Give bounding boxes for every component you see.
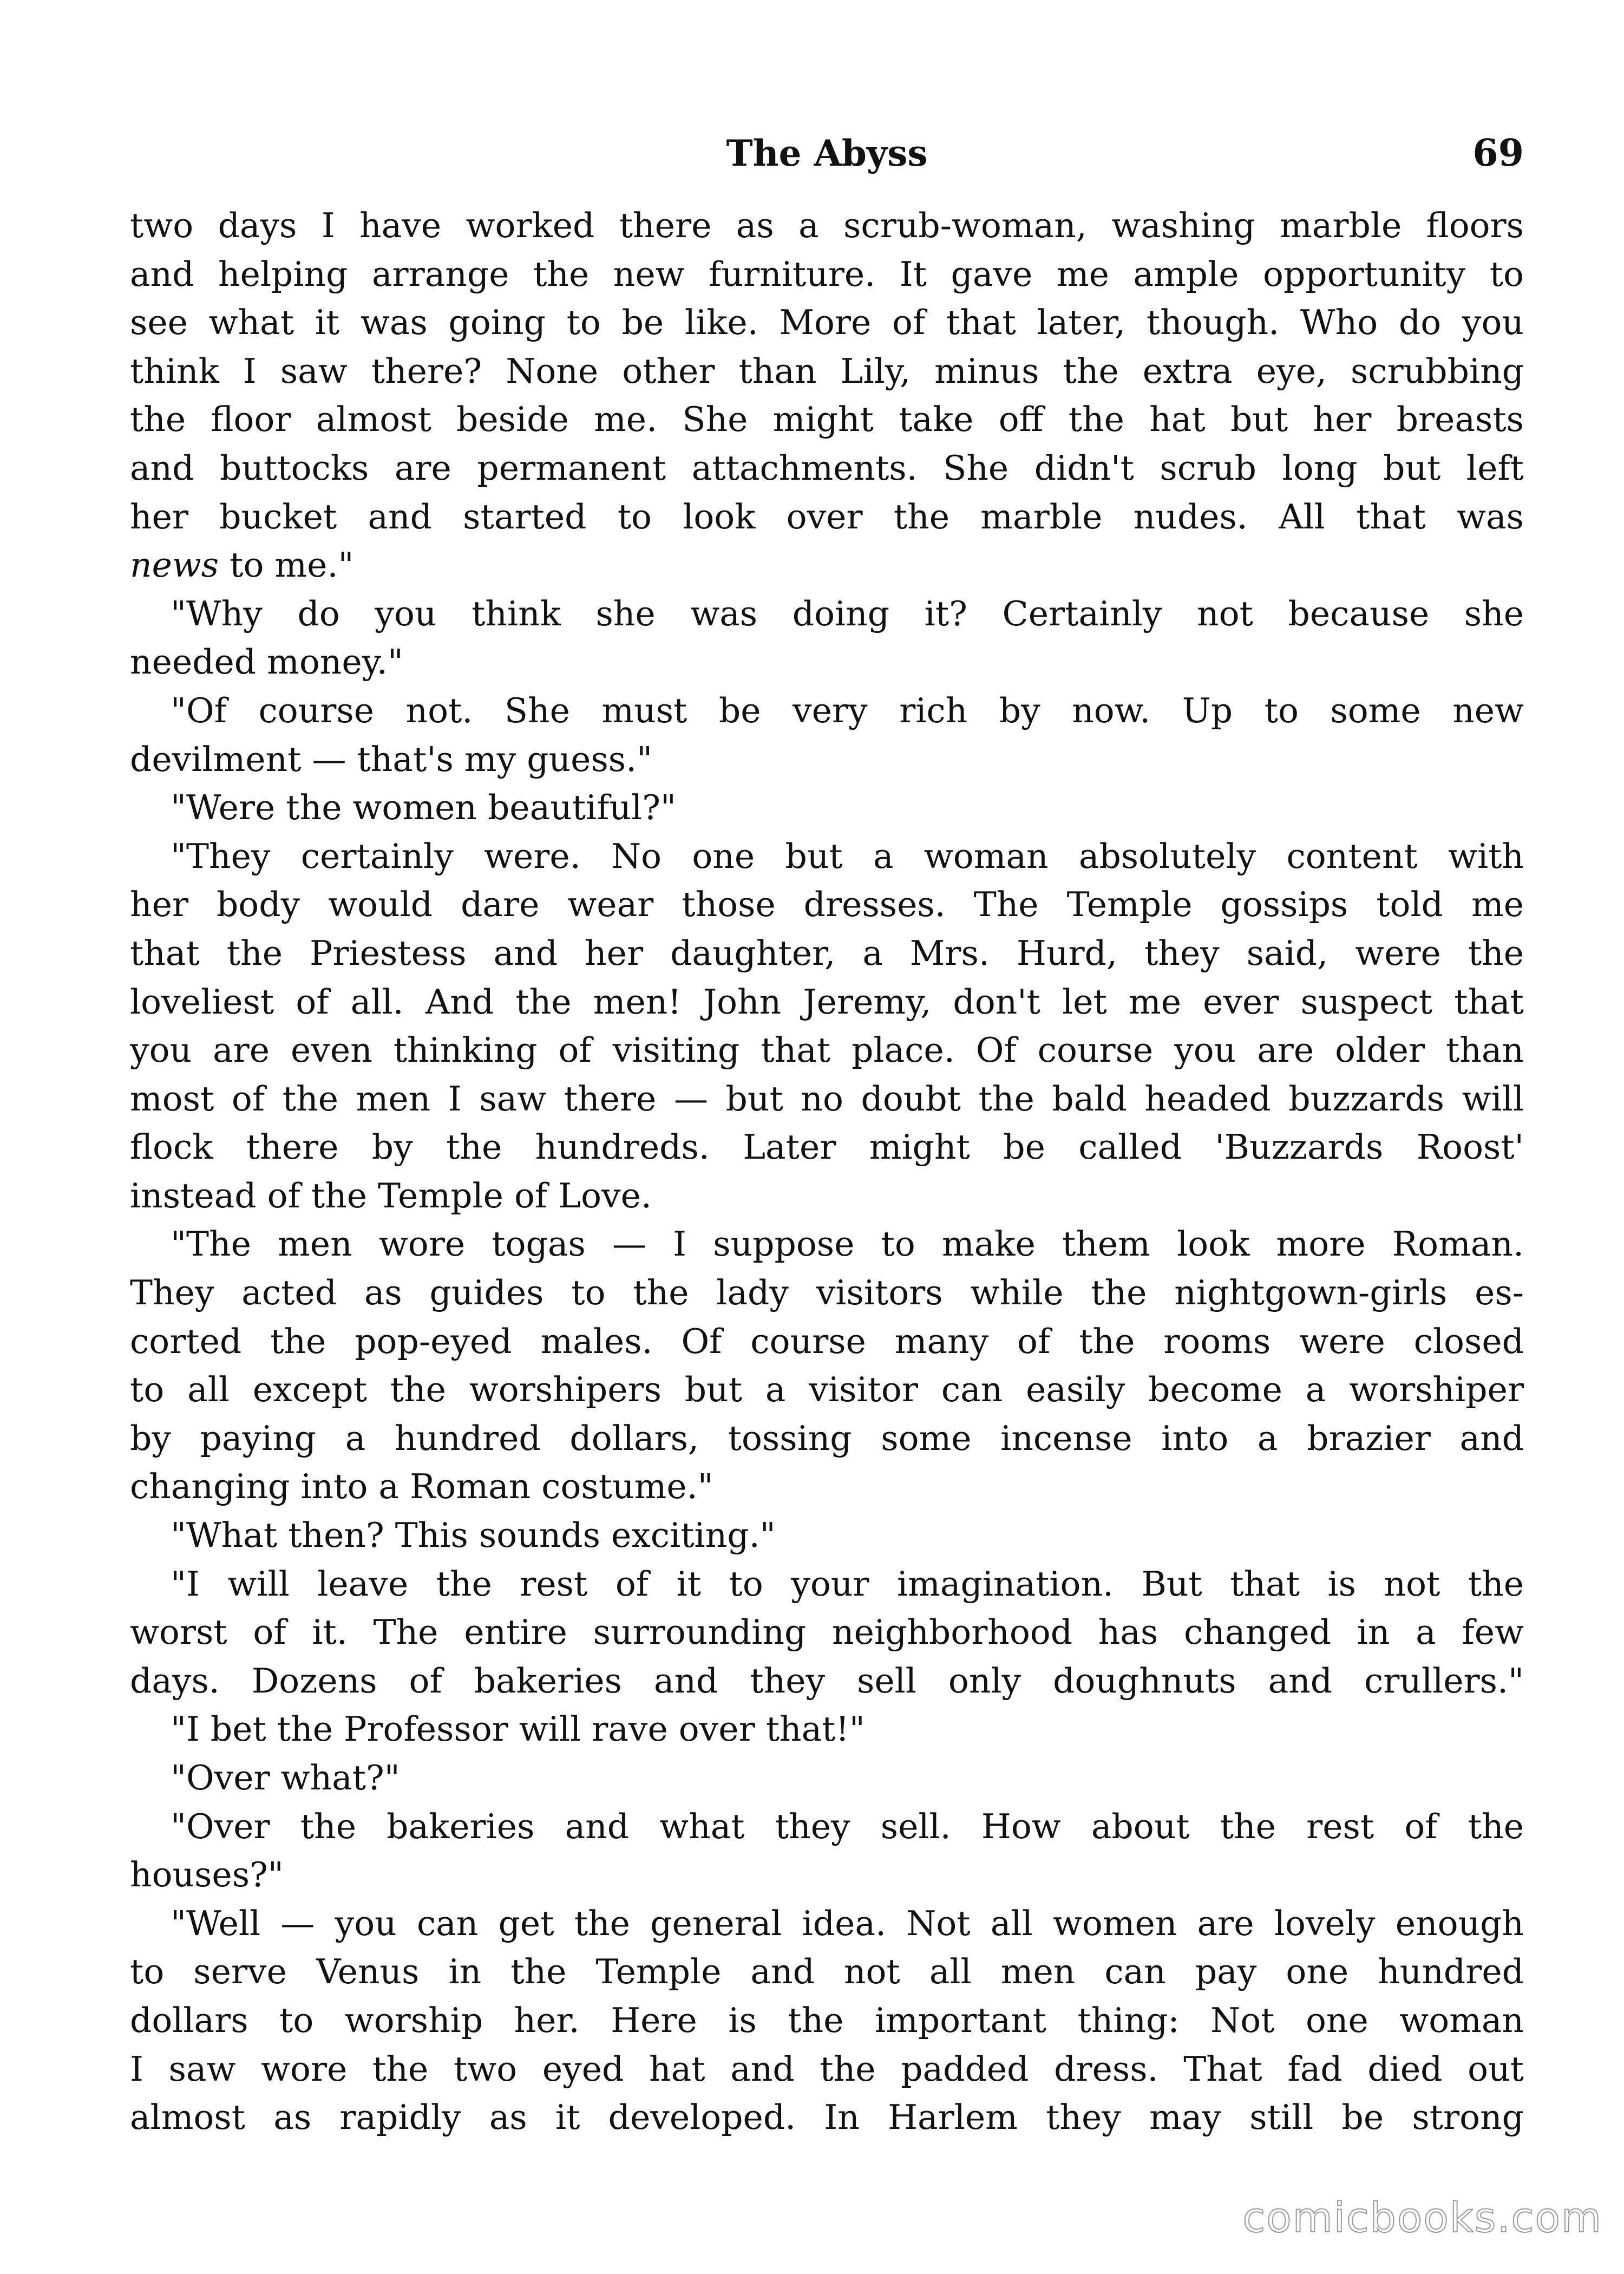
line-text: "I bet the Professor will rave over that!" xyxy=(171,1709,865,1749)
text-line xyxy=(130,1414,1524,1463)
line-text: two days I have worked there as a scrub-woman, washing marble floors xyxy=(130,206,1524,245)
line-text: I saw wore the two eyed hat and the padded dress. That fad died out xyxy=(130,2049,1524,2089)
text-line xyxy=(130,929,1524,978)
line-text: devilment — that's my guess." xyxy=(130,739,653,779)
line-text: "Over what?" xyxy=(171,1758,400,1798)
text-line xyxy=(130,638,1524,687)
text-line xyxy=(130,687,1524,735)
italic-word: news xyxy=(130,545,219,585)
text-line xyxy=(130,783,1524,832)
text-line xyxy=(130,1705,1524,1754)
text-line xyxy=(130,1996,1524,2045)
line-text: "They certainly were. No one but a woman absolutely content with xyxy=(171,836,1524,876)
line-text: flock there by the hundreds. Later might be called 'Buzzards Roost' xyxy=(130,1127,1524,1167)
line-text: that the Priestess and her daughter, a Mrs. Hurd, they said, were the xyxy=(130,933,1524,973)
body-text xyxy=(130,201,1524,2142)
line-text: see what it was going to be like. More of that later, though. Who do you xyxy=(130,303,1524,343)
text-line xyxy=(130,347,1524,396)
line-text: instead of the Temple of Love. xyxy=(130,1175,652,1216)
line-text: her body would dare wear those dresses. The Temple gossips told me xyxy=(130,885,1524,925)
line-text: her bucket and started to look over the marble nudes. All that was xyxy=(130,496,1524,537)
line-text: and helping arrange the new furniture. It gave me ample opportunity to xyxy=(130,254,1524,294)
line-text: most of the men I saw there — but no doubt the bald headed buzzards will xyxy=(130,1079,1524,1119)
line-text: and buttocks are permanent attachments. She didn't scrub long but left xyxy=(130,448,1524,488)
line-text: "Of course not. She must be very rich by now. Up to some new xyxy=(171,690,1524,730)
line-text: "What then? This sounds exciting." xyxy=(171,1515,776,1556)
line-text: houses?" xyxy=(130,1855,284,1895)
line-text: to serve Venus in the Temple and not all men can pay one hundred xyxy=(130,1952,1524,1992)
text-line xyxy=(130,444,1524,493)
line-text: loveliest of all. And the men! John Jeremy, don't let me ever suspect that xyxy=(130,982,1524,1022)
line-text: to me." xyxy=(219,545,354,585)
line-text: think I saw there? None other than Lily, minus the extra eye, scrubbing xyxy=(130,351,1524,391)
text-line xyxy=(130,1220,1524,1269)
text-line xyxy=(130,1462,1524,1511)
text-line xyxy=(130,395,1524,444)
text-line xyxy=(130,1269,1524,1317)
page-title: The Abyss xyxy=(726,132,928,174)
text-line xyxy=(130,1948,1524,1996)
line-text: needed money." xyxy=(130,642,403,682)
text-line xyxy=(130,1511,1524,1560)
line-text: "I will leave the rest of it to your imagination. But that is not the xyxy=(171,1564,1524,1604)
text-line xyxy=(130,590,1524,638)
line-text: by paying a hundred dollars, tossing some incense into a brazier and xyxy=(130,1418,1524,1458)
page-number: 69 xyxy=(1472,132,1524,175)
line-text: "Well — you can get the general idea. Not all women are lovely enough xyxy=(171,1903,1524,1943)
line-text: dollars to worship her. Here is the important thing: Not one woman xyxy=(130,2000,1524,2040)
line-text: changing into a Roman costume." xyxy=(130,1467,713,1507)
text-line xyxy=(130,1560,1524,1609)
text-line xyxy=(130,250,1524,299)
line-text: the floor almost beside me. She might take off the hat but her breasts xyxy=(130,400,1524,440)
running-head xyxy=(130,129,1524,178)
text-line xyxy=(130,2093,1524,2142)
text-line xyxy=(130,1317,1524,1366)
text-line xyxy=(130,1172,1524,1220)
text-line xyxy=(130,1075,1524,1123)
text-line xyxy=(130,1802,1524,1851)
line-text: They acted as guides to the lady visitors while the nightgown-girls es- xyxy=(130,1273,1524,1313)
text-line xyxy=(130,832,1524,881)
text-line xyxy=(130,541,1524,590)
text-line xyxy=(130,298,1524,347)
text-line xyxy=(130,1608,1524,1657)
line-text: "Over the bakeries and what they sell. How about the rest of the xyxy=(171,1806,1524,1846)
line-text: "The men wore togas — I suppose to make them look more Roman. xyxy=(171,1224,1524,1264)
line-text: worst of it. The entire surrounding neighborhood has changed in a few xyxy=(130,1612,1524,1652)
line-text: almost as rapidly as it developed. In Harlem they may still be strong xyxy=(130,2097,1524,2138)
line-text: corted the pop-eyed males. Of course many of the rooms were closed xyxy=(130,1321,1524,1361)
watermark: comicbooks.com xyxy=(1242,2193,1602,2242)
text-line xyxy=(130,1899,1524,1948)
text-line xyxy=(130,493,1524,541)
text-line xyxy=(130,201,1524,250)
line-text: "Why do you think she was doing it? Certainly not because she xyxy=(171,593,1524,633)
text-line xyxy=(130,1365,1524,1414)
text-line xyxy=(130,1851,1524,1899)
text-line xyxy=(130,1754,1524,1802)
line-text: to all except the worshipers but a visitor can easily become a worshiper xyxy=(130,1370,1524,1410)
text-line xyxy=(130,1026,1524,1075)
text-line xyxy=(130,978,1524,1027)
line-text: you are even thinking of visiting that place. Of course you are older than xyxy=(130,1030,1524,1070)
text-line xyxy=(130,880,1524,929)
text-line xyxy=(130,1657,1524,1706)
line-text: "Were the women beautiful?" xyxy=(171,788,676,828)
text-line xyxy=(130,1123,1524,1172)
text-line xyxy=(130,735,1524,784)
text-line xyxy=(130,2045,1524,2094)
line-text: days. Dozens of bakeries and they sell only doughnuts and crullers." xyxy=(130,1661,1524,1701)
